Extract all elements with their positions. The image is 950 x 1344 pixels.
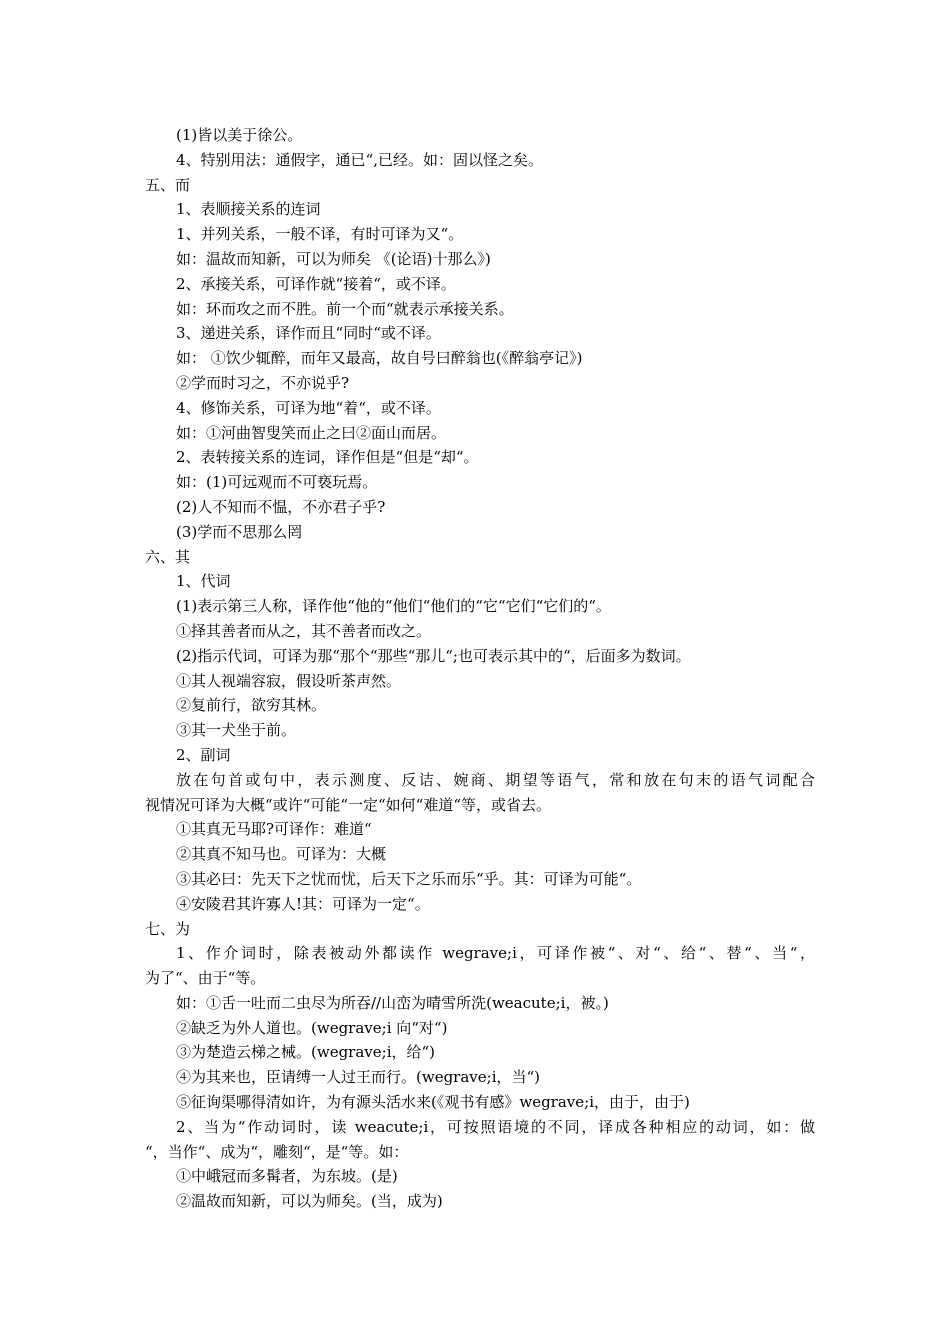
text-line: ②复前行，欲穷其林。 [176, 696, 327, 715]
text-line: ①择其善者而从之，其不善者而改之。 [176, 621, 432, 640]
document-body [145, 123, 815, 1214]
text-line: 如：温故而知新，可以为师矣 《(论语)十那么》) [176, 249, 491, 268]
section-line: 为了“、由于“等。 [145, 969, 266, 988]
text-line: ③为楚造云梯之械。(wegrave;i，给“) [176, 1043, 436, 1062]
text-line: 如：(1)可远观而不可亵玩焉。 [176, 473, 378, 492]
text-line: ⑤征询渠哪得清如许，为有源头活水来(《观书有感》wegrave;i，由于，由于) [176, 1093, 690, 1112]
text-line: 2、当为“作动词时，读 weacute;i，可按照语境的不同，译成各种相应的动词，如：做 [176, 1117, 815, 1136]
text-line: ①中峨冠而多髯者，为东坡。(是) [176, 1167, 398, 1186]
text-line: 1、表顺接关系的连词 [176, 200, 321, 219]
section-line: 视情况可译为大概“或许“可能“一定“如何“难道“等，或省去。 [145, 795, 552, 814]
text-line: ①其真无马耶?可译作：难道“ [176, 820, 372, 839]
text-line: (3)学而不思那么罔 [176, 522, 303, 541]
text-line: 放在句首或句中，表示测度、反诘、婉商、期望等语气，常和放在句末的语气词配合 [176, 770, 815, 789]
text-line: 2、副词 [176, 745, 231, 764]
text-line: 如：①舌一吐而二虫尽为所吞//山峦为晴雪所洗(weacute;i，被。) [176, 993, 609, 1012]
text-line: 2、承接关系，可译作就“接着“，或不译。 [176, 274, 456, 293]
text-line: 3、递进关系，译作而且“同时“或不译。 [176, 324, 441, 343]
section-line: “，当作“、成为“，雕刻“，是“等。如： [145, 1142, 409, 1161]
text-line: 如： ①饮少辄醉，而年又最高，故自号曰醉翁也(《醉翁亭记》) [176, 349, 583, 368]
text-line: (2)人不知而不愠，不亦君子乎? [176, 497, 386, 516]
text-line: ④为其来也，臣请缚一人过王而行。(wegrave;i，当“) [176, 1068, 541, 1087]
text-line: (1)皆以美于徐公。 [176, 126, 303, 144]
text-line: ③其一犬坐于前。 [176, 721, 297, 740]
text-line: ①其人视端容寂，假设听茶声然。 [176, 671, 402, 690]
text-line: 1、作介词时，除表被动外都读作 wegrave;i，可译作被“、对“、给“、替“、当“， [176, 944, 815, 963]
text-line: ③其必曰：先天下之忧而忧，后天下之乐而乐“乎。其：可译为可能“。 [176, 869, 642, 888]
text-line: 4、特别用法：通假字，通已“,已经。如：固以怪之矣。 [176, 150, 543, 169]
text-line: 2、表转接关系的连词，译作但是“但是“却“。 [176, 448, 479, 467]
text-line: 4、修饰关系，可译为地“着“，或不译。 [176, 398, 441, 417]
text-line: ②学而时习之，不亦说乎? [176, 373, 350, 392]
text-line: 如：环而攻之而不胜。前一个而“就表示承接关系。 [176, 299, 514, 318]
text-line: 1、并列关系，一般不译，有时可译为又“。 [176, 225, 464, 244]
text-line: ②温故而知新，可以为师矣。(当，成为) [176, 1192, 443, 1211]
text-line: 如：①河曲智叟笑而止之曰②面山而居。 [176, 423, 447, 442]
text-line: (1)表示第三人称，译作他“他的“他们“他们的“它“它们“它们的“。 [176, 597, 611, 616]
section-line: 七、为 [145, 919, 191, 938]
text-line: 1、代词 [176, 572, 231, 591]
text-line: ②缺乏为外人道也。(wegrave;i 向“对“) [176, 1018, 448, 1037]
section-line: 六、其 [145, 547, 191, 566]
text-line: (2)指示代词，可译为那“那个“那些“那儿“;也可表示其中的“，后面多为数词。 [176, 646, 691, 665]
text-line: ②其真不知马也。可译为：大概 [176, 845, 387, 864]
text-line: ④安陵君其许寡人!其：可译为一定“。 [176, 894, 430, 913]
section-line: 五、而 [145, 175, 191, 194]
